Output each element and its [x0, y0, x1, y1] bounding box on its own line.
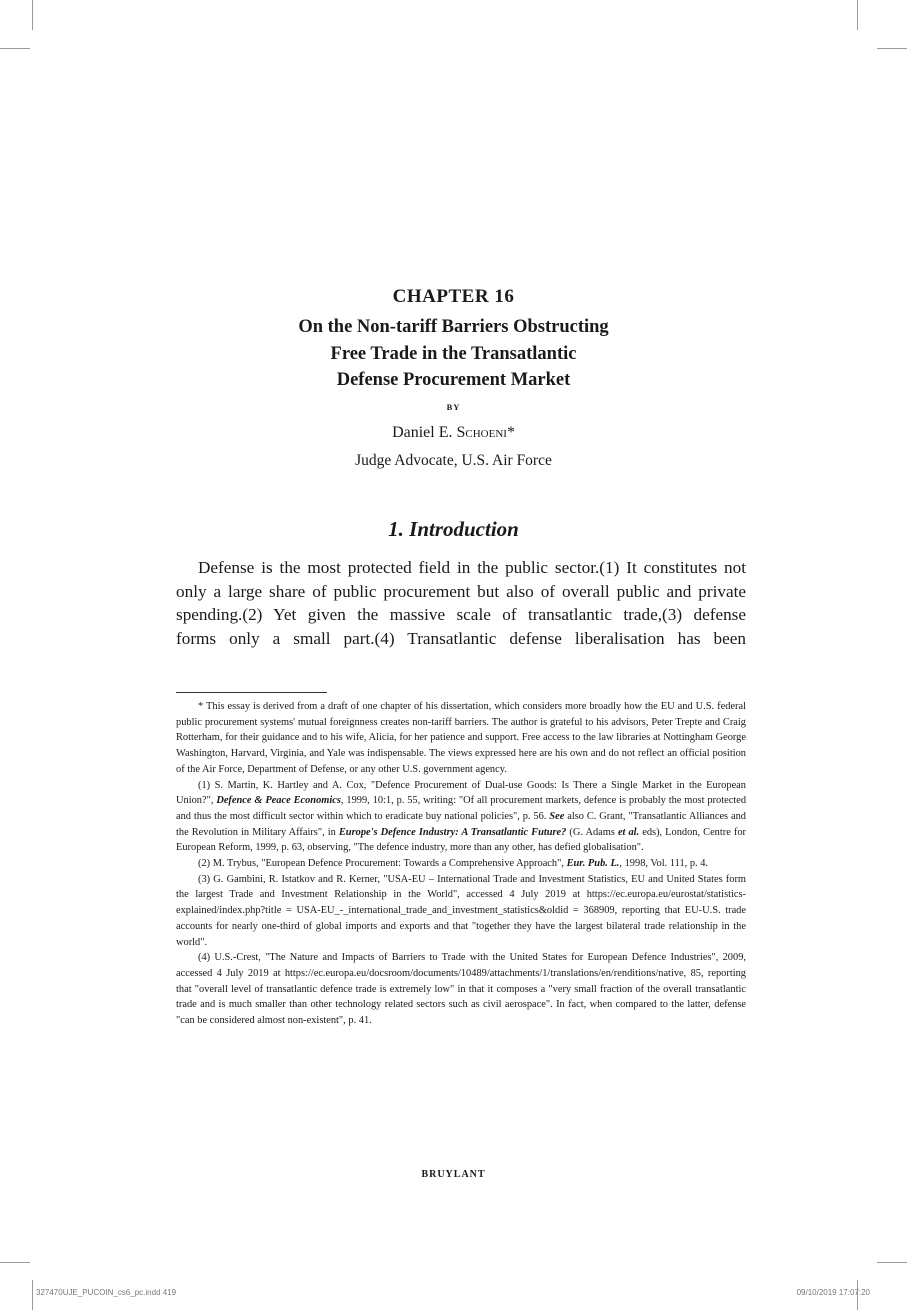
- body-line: only a large share of public procurement but also of overall public and private: [176, 581, 746, 601]
- footnote-3: (3) G. Gambini, R. Istatkov and R. Kerner, "USA-EU – International Trade and Investment Statistics, EU and United States form the largest Trade and Investment Relationship in the World", accessed 4 July 2019 at https://ec.europa.eu/eurostat/statistics-explained/index.php?title = USA-EU_-_international_trade_and_investment_statistics&oldid = 368909, reporting that EU-U.S. trade accounts for nearly one-third of global imports and exports and that "together they have the largest bilateral trade relationship in the world".: [176, 873, 746, 948]
- chapter-number: CHAPTER 16: [392, 286, 515, 307]
- footnote-star: * This essay is derived from a draft of one chapter of his dissertation, which considers more broadly how the EU and U.S. federal public procurement systems' mutual foreignness creates non-tariff barriers. The author is grateful to his advisors, Peter Trepte and Craig Rotterham, for their guidance and to his wife, Alicia, for her patience and support. Free access to the law libraries at Nottingham George Washington, Harvard, Virginia, and Yale was indispensable. The views expressed here are his own and do not reflect an official position of the Air Force, Department of Defense, or any other U.S. government agency.: [176, 701, 746, 775]
- crop-mark-top-right: [857, 0, 858, 30]
- body-line: forms only a small part.(4) Transatlantic defense liberalisation has been: [176, 628, 746, 648]
- crop-mark-right-bottom: [877, 1262, 907, 1263]
- author-last-name: Schoeni: [456, 424, 507, 441]
- crop-mark-right-top: [877, 48, 907, 49]
- body-paragraph: [176, 556, 746, 650]
- title-line: On the Non-tariff Barriers Obstructing: [298, 317, 609, 337]
- section-heading: 1. Introduction: [388, 517, 519, 541]
- author-name: [0, 424, 907, 442]
- body-line: spending.(2) Yet given the massive scale of transatlantic trade,(3) defense: [176, 605, 746, 625]
- slug-timestamp: 09/10/2019 17:07:20: [796, 1288, 870, 1297]
- publisher-name: BRUYLANT: [421, 1169, 486, 1180]
- crop-mark-top-left: [32, 0, 33, 30]
- author-affiliation: Judge Advocate, U.S. Air Force: [355, 452, 552, 469]
- title-line: Free Trade in the Transatlantic: [330, 343, 577, 364]
- footnote-separator: [176, 692, 327, 693]
- author-footnote-marker: *: [506, 424, 515, 441]
- title-line: Defense Procurement Market: [336, 370, 571, 390]
- crop-mark-bottom-left: [32, 1280, 33, 1310]
- footnote-1: (1) S. Martin, K. Hartley and A. Cox, "Defence Procurement of Dual-use Goods: Is There a Single Market in the European Union?", Defence & Peace Economics, 1999, 10:1, p. 55, writing: "Of all procurement markets, defence is probably the most protected and thus the most difficult sector within which to eradicate buy national policies", p. 56. See also C. Grant, "Transatlantic Alliances and the Revolution in Military Affairs", in Europe's Defence Industry: A Transatlantic Future? (G. Adams et al. eds), London, Centre for European Reform, 1999, p. 63, observing, "The defence industry, more than any other, has defied globalisation".: [176, 779, 747, 854]
- by-label: BY: [446, 402, 461, 412]
- author-first-name: Daniel E.: [392, 424, 453, 441]
- slug-filename: 327470UJE_PUCOIN_cs6_pc.indd 419: [36, 1288, 177, 1297]
- footnotes: [176, 699, 746, 1029]
- footnote-2: (2) M. Trybus, "European Defence Procurement: Towards a Comprehensive Approach", Eur. Pub. L., 1998, Vol. 111, p. 4.: [198, 858, 709, 870]
- chapter-title: [0, 314, 907, 394]
- footnote-4: (4) U.S.-Crest, "The Nature and Impacts of Barriers to Trade with the United States for European Defence Industries", 2009, accessed 4 July 2019 at https://ec.europa.eu/docsroom/documents/10489/attachments/1/translations/en/renditions/native, 85, reporting that "overall level of transatlantic defence trade is extremely low" in that it composes a "very small fraction of the overall transatlantic trade and is much smaller than other technology related sectors such as civil aerospace". In fact, when compared to the latter, defense "can be considered almost non-existent", p. 41.: [176, 952, 746, 1027]
- body-line: Defense is the most protected field in the public sector.(1) It constitutes not: [198, 558, 746, 577]
- crop-mark-left-bottom: [0, 1262, 30, 1263]
- crop-mark-left-top: [0, 48, 30, 49]
